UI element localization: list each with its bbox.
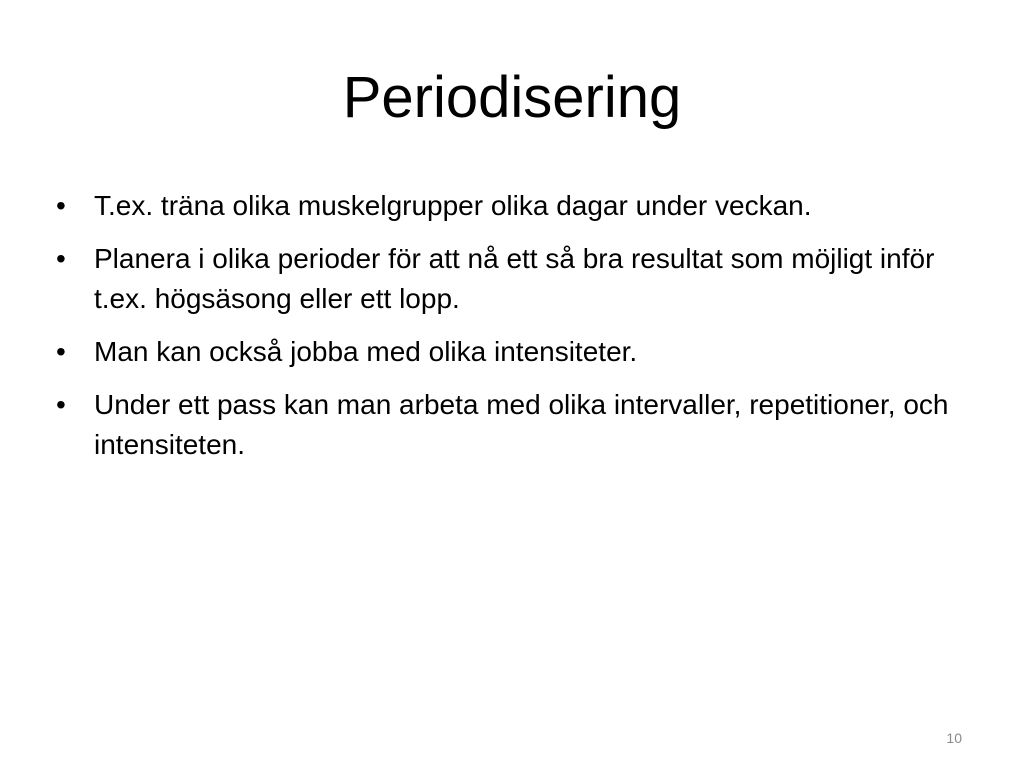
slide-title: Periodisering <box>342 65 682 130</box>
bullet-text: T.ex. träna olika muskelgrupper olika dagar under veckan. <box>94 190 812 221</box>
bullet-text: Planera i olika perioder för att nå ett så bra resultat som möjligt inför t.ex. högsäsong eller ett lopp. <box>94 243 935 314</box>
bullet-item-1 <box>56 186 956 226</box>
bullet-marker: • <box>56 336 66 367</box>
bullet-item-2 <box>56 239 956 319</box>
bullet-marker: • <box>56 243 66 274</box>
bullet-marker: • <box>56 190 66 221</box>
bullet-item-3 <box>56 332 956 372</box>
slide-number: 10 <box>946 730 962 746</box>
bullet-marker: • <box>56 389 66 420</box>
bullet-list <box>56 186 956 478</box>
bullet-text: Man kan också jobba med olika intensiteter. <box>94 336 638 367</box>
bullet-text: Under ett pass kan man arbeta med olika intervaller, repetitioner, och intensiteten. <box>94 389 949 460</box>
bullet-item-4 <box>56 385 956 465</box>
